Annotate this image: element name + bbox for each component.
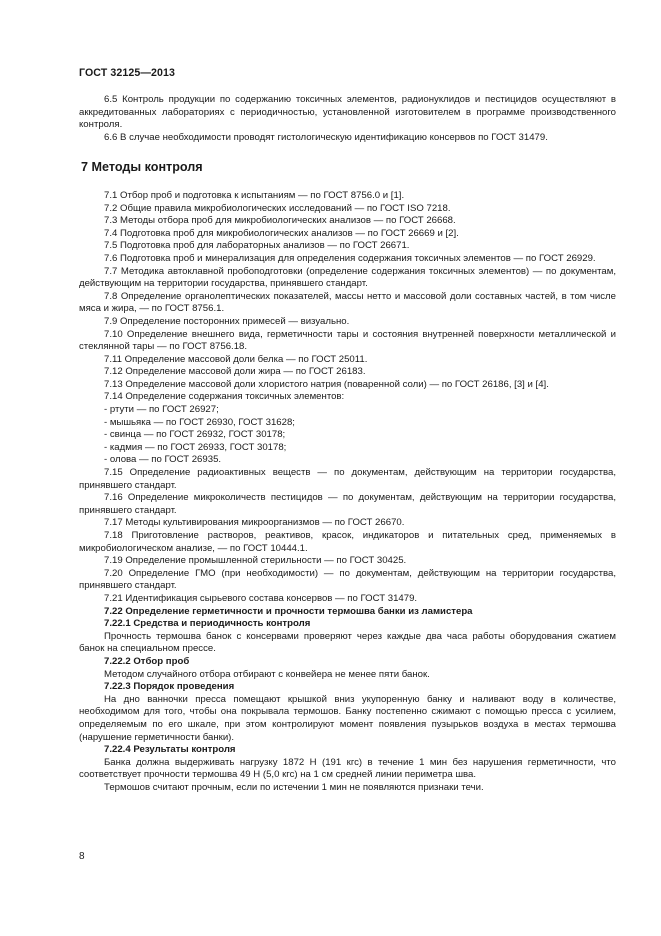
- paragraph-7-22-4a: Банка должна выдерживать нагрузку 1872 Н (191 кгс) в течение 1 мин без нарушения герметичности, что соответствует прочности термошва 49 Н (5,0 кгс) на 1 см средней линии периметра шва.: [79, 756, 616, 781]
- paragraph-7-5: 7.5 Подготовка проб для лабораторных анализов — по ГОСТ 26671.: [104, 240, 410, 252]
- paragraph-7-1: 7.1 Отбор проб и подготовка к испытаниям — по ГОСТ 8756.0 и [1].: [104, 189, 405, 201]
- paragraph-7-14: 7.14 Определение содержания токсичных элементов:: [104, 391, 345, 403]
- paragraph-7-21: 7.21 Идентификация сырьевого состава консервов — по ГОСТ 31479.: [104, 592, 418, 604]
- paragraph-7-2: 7.2 Общие правила микробиологических исследований — по ГОСТ ISO 7218.: [104, 202, 451, 214]
- subsection-7-22-1-heading: 7.22.1 Средства и периодичность контроля: [104, 618, 311, 630]
- document-header: ГОСТ 32125—2013: [79, 67, 176, 79]
- subsection-7-22-3-heading: 7.22.3 Порядок проведения: [104, 681, 235, 693]
- paragraph-7-8: 7.8 Определение органолептических показателей, массы нетто и массовой доли составных частей, в том числе мяса и жира, — по ГОСТ 8756.1.: [79, 290, 616, 315]
- list-item-tin: - олова — по ГОСТ 26935.: [104, 454, 222, 466]
- document-body: [79, 94, 616, 794]
- paragraph-6-5: 6.5 Контроль продукции по содержанию токсичных элементов, радионуклидов и пестицидов осуществляют в аккредитованных лабораториях с периодичностью, установленной изготовителем в программе производственного контроля.: [79, 94, 616, 131]
- paragraph-7-20: 7.20 Определение ГМО (при необходимости) — по документам, действующим на территории государства, принявшего стандарт.: [79, 567, 616, 592]
- paragraph-7-22-1: Прочность термошва банок с консервами проверяют через каждые два часа работы оборудования сжатием банок на специальном прессе.: [79, 630, 616, 655]
- subsection-7-22-2-heading: 7.22.2 Отбор проб: [104, 655, 190, 667]
- list-item-lead: - свинца — по ГОСТ 26932, ГОСТ 30178;: [104, 429, 286, 441]
- paragraph-7-22-4b: Термошов считают прочным, если по истечении 1 мин не появляются признаки течи.: [104, 781, 484, 793]
- section-7-heading: 7 Методы контроля: [81, 160, 203, 175]
- subsection-7-22-4-heading: 7.22.4 Результаты контроля: [104, 744, 236, 756]
- list-item-mercury: - ртути — по ГОСТ 26927;: [104, 404, 219, 416]
- paragraph-7-22-3: На дно ванночки пресса помещают крышкой вниз укупоренную банку и наливают воду в количестве, необходимом для того, чтобы она покрывала термошов. Банку постепенно сжимают с помощью пресса с усилием, определяемым по его шкале, при этом контролируют момент появления пузырьков воздуха в местах термошва (нарушение герметичности банки).: [79, 693, 616, 743]
- list-item-cadmium: - кадмия — по ГОСТ 26933, ГОСТ 30178;: [104, 441, 287, 453]
- paragraph-7-4: 7.4 Подготовка проб для микробиологических анализов — по ГОСТ 26669 и [2].: [104, 227, 459, 239]
- paragraph-7-11: 7.11 Определение массовой доли белка — по ГОСТ 25011.: [104, 353, 368, 365]
- paragraph-7-19: 7.19 Определение промышленной стерильности — по ГОСТ 30425.: [104, 555, 407, 567]
- paragraph-7-7: 7.7 Методика автоклавной пробоподготовки (определение содержания токсичных элементов) — по документам, действующим на территории государства, принявшего стандарт.: [79, 265, 616, 290]
- paragraph-7-16: 7.16 Определение микроколичеств пестицидов — по документам, действующим на территории государства, принявшего стандарт.: [79, 492, 616, 516]
- paragraph-7-15: 7.15 Определение радиоактивных веществ — по документам, действующим на территории государства, принявшего стандарт.: [79, 467, 616, 491]
- page-number: 8: [79, 851, 85, 862]
- paragraph-7-6: 7.6 Подготовка проб и минерализация для определения содержания токсичных элементов — по ГОСТ 26929.: [104, 252, 596, 264]
- subsection-7-22-heading: 7.22 Определение герметичности и прочности термошва банки из ламистера: [104, 605, 473, 617]
- list-item-arsenic: - мышьяка — по ГОСТ 26930, ГОСТ 31628;: [104, 416, 295, 428]
- paragraph-7-12: 7.12 Определение массовой доли жира — по ГОСТ 26183.: [104, 366, 366, 378]
- paragraph-7-3: 7.3 Методы отбора проб для микробиологических анализов — по ГОСТ 26668.: [104, 215, 456, 227]
- paragraph-7-10: 7.10 Определение внешнего вида, герметичности тары и состояния внутренней поверхности металлической и стеклянной тары — по ГОСТ 8756.18.: [79, 328, 616, 353]
- paragraph-7-9: 7.9 Определение посторонних примесей — визуально.: [104, 315, 350, 327]
- paragraph-7-22-2: Методом случайного отбора отбирают с конвейера не менее пяти банок.: [104, 668, 430, 680]
- paragraph-7-13: 7.13 Определение массовой доли хлористого натрия (поваренной соли) — по ГОСТ 26186, [3] и [4].: [104, 378, 549, 390]
- paragraph-7-18: 7.18 Приготовление растворов, реактивов, красок, индикаторов и питательных сред, применяемых в микробиологическом анализе, — по ГОСТ 10444.1.: [79, 530, 616, 554]
- paragraph-7-17: 7.17 Методы культивирования микроорганизмов — по ГОСТ 26670.: [104, 517, 405, 529]
- paragraph-6-6: 6.6 В случае необходимости проводят гистологическую идентификацию консервов по ГОСТ 31479.: [104, 131, 548, 143]
